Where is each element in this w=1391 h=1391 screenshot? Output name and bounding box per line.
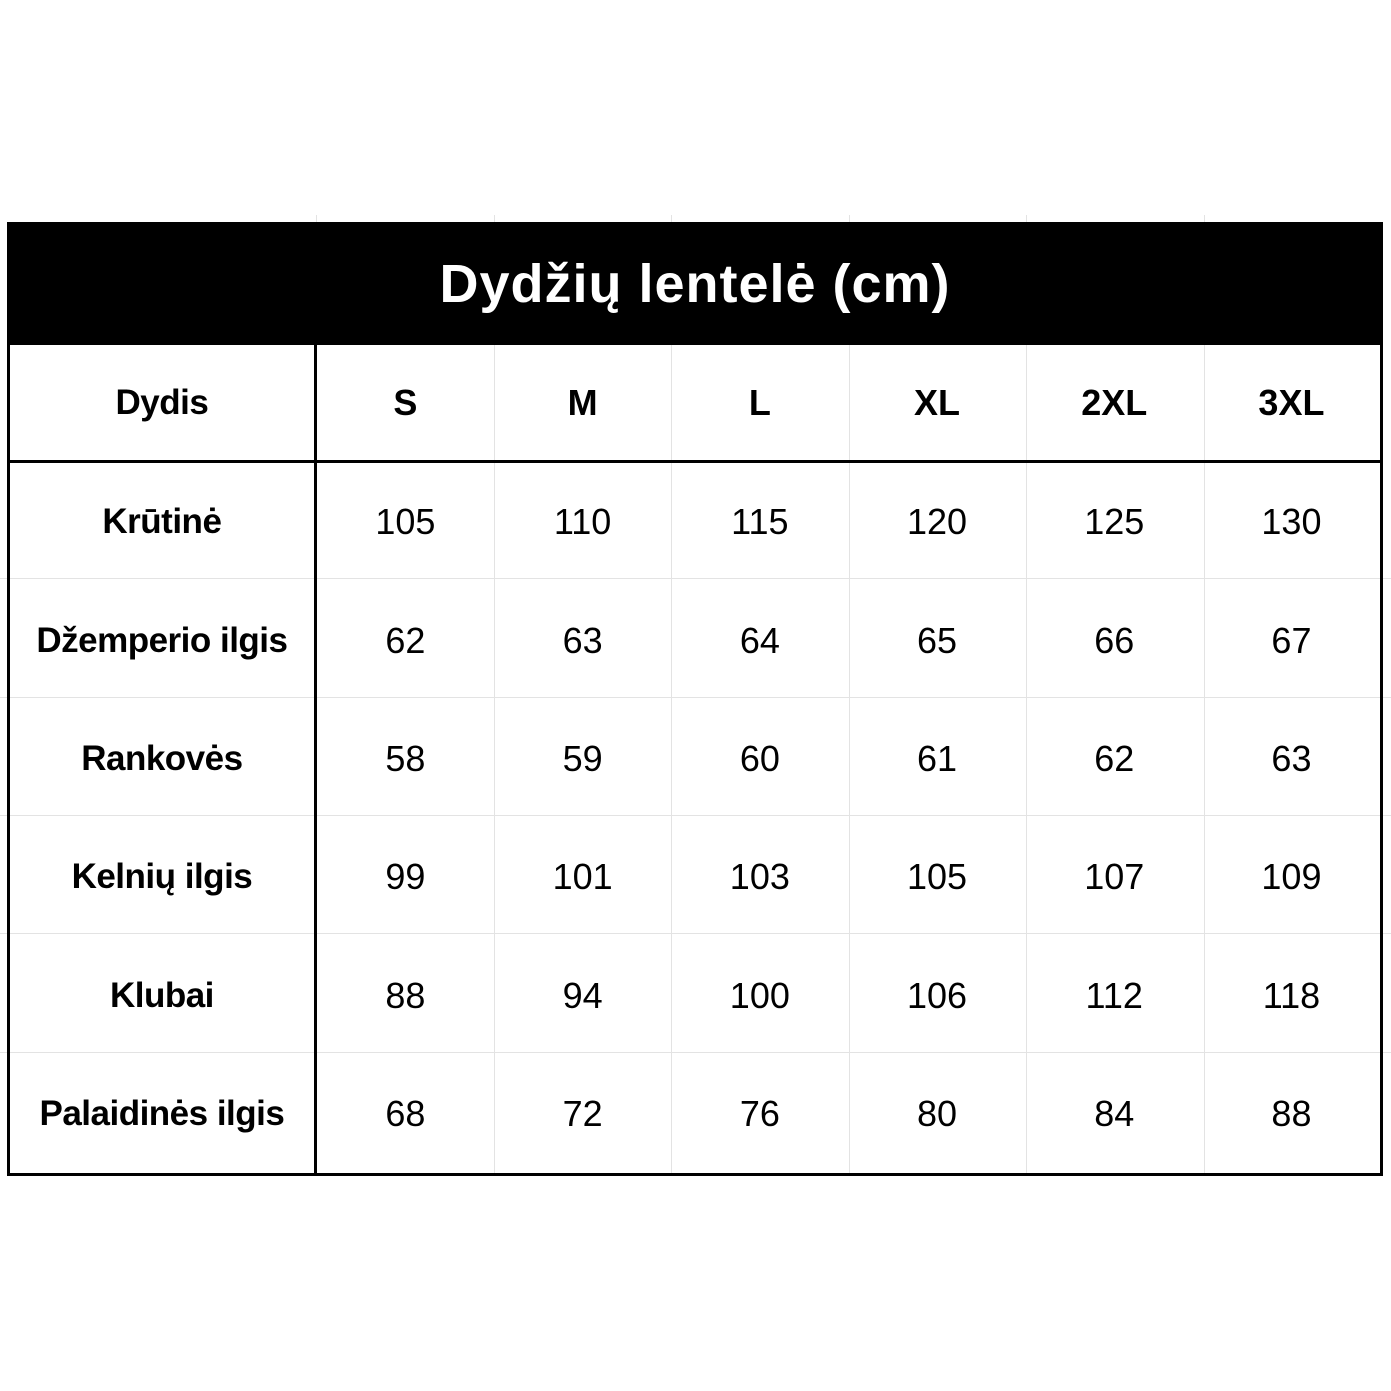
size-header-2xl: 2XL [1081,381,1148,423]
table-cell: 72 [562,1093,603,1135]
table-cell: 105 [907,856,968,898]
table-cell: 105 [375,501,436,543]
size-header-xl: XL [914,381,961,423]
header-row [10,345,1380,463]
table-cell: 80 [917,1093,958,1135]
table-title: Dydžių lentelė (cm) [10,225,1380,345]
table-cell: 99 [385,856,426,898]
table-cell: 109 [1261,856,1322,898]
table-cell: 58 [385,737,426,779]
table-cell: 59 [562,737,603,779]
table-cell: 106 [907,974,968,1016]
table-cell: 68 [385,1093,426,1135]
table-cell: 107 [1084,856,1145,898]
row-label: Palaidinės ilgis [10,1055,317,1173]
table-cell: 76 [739,1093,780,1135]
table-cell: 84 [1094,1093,1135,1135]
table-cell: 125 [1084,501,1145,543]
table-cell: 130 [1261,501,1322,543]
table-cell: 103 [729,856,790,898]
size-header-s: S [393,381,418,423]
table-cell: 115 [731,501,789,543]
table-cell: 110 [553,501,612,543]
size-chart-table [7,222,1383,1176]
row-label: Krūtinė [10,463,317,581]
table-cell: 65 [917,619,958,661]
table-row [10,818,1380,936]
table-cell: 60 [739,737,780,779]
table-cell: 62 [385,619,426,661]
header-label-cell: Dydis [10,345,317,460]
table-row [10,937,1380,1055]
table-cell: 118 [1262,974,1321,1016]
table-cell: 94 [562,974,603,1016]
table-cell: 112 [1085,974,1143,1016]
row-label: Klubai [10,937,317,1055]
table-cell: 88 [385,974,426,1016]
size-header-m: M [567,381,598,423]
table-cell: 120 [907,501,968,543]
size-header-3xl: 3XL [1258,381,1325,423]
table-cell: 61 [917,737,958,779]
table-cell: 63 [562,619,603,661]
table-cell: 63 [1271,737,1312,779]
table-row [10,700,1380,818]
table-cell: 100 [729,974,790,1016]
row-label: Džemperio ilgis [10,581,317,699]
row-label: Kelnių ilgis [10,818,317,936]
table-cell: 101 [552,856,613,898]
table-cell: 64 [739,619,780,661]
table-row [10,581,1380,699]
table-row [10,1055,1380,1173]
table-cell: 88 [1271,1093,1312,1135]
table-cell: 66 [1094,619,1135,661]
table-cell: 67 [1271,619,1312,661]
row-label: Rankovės [10,700,317,818]
size-header-l: L [748,381,771,423]
table-cell: 62 [1094,737,1135,779]
table-row [10,463,1380,581]
